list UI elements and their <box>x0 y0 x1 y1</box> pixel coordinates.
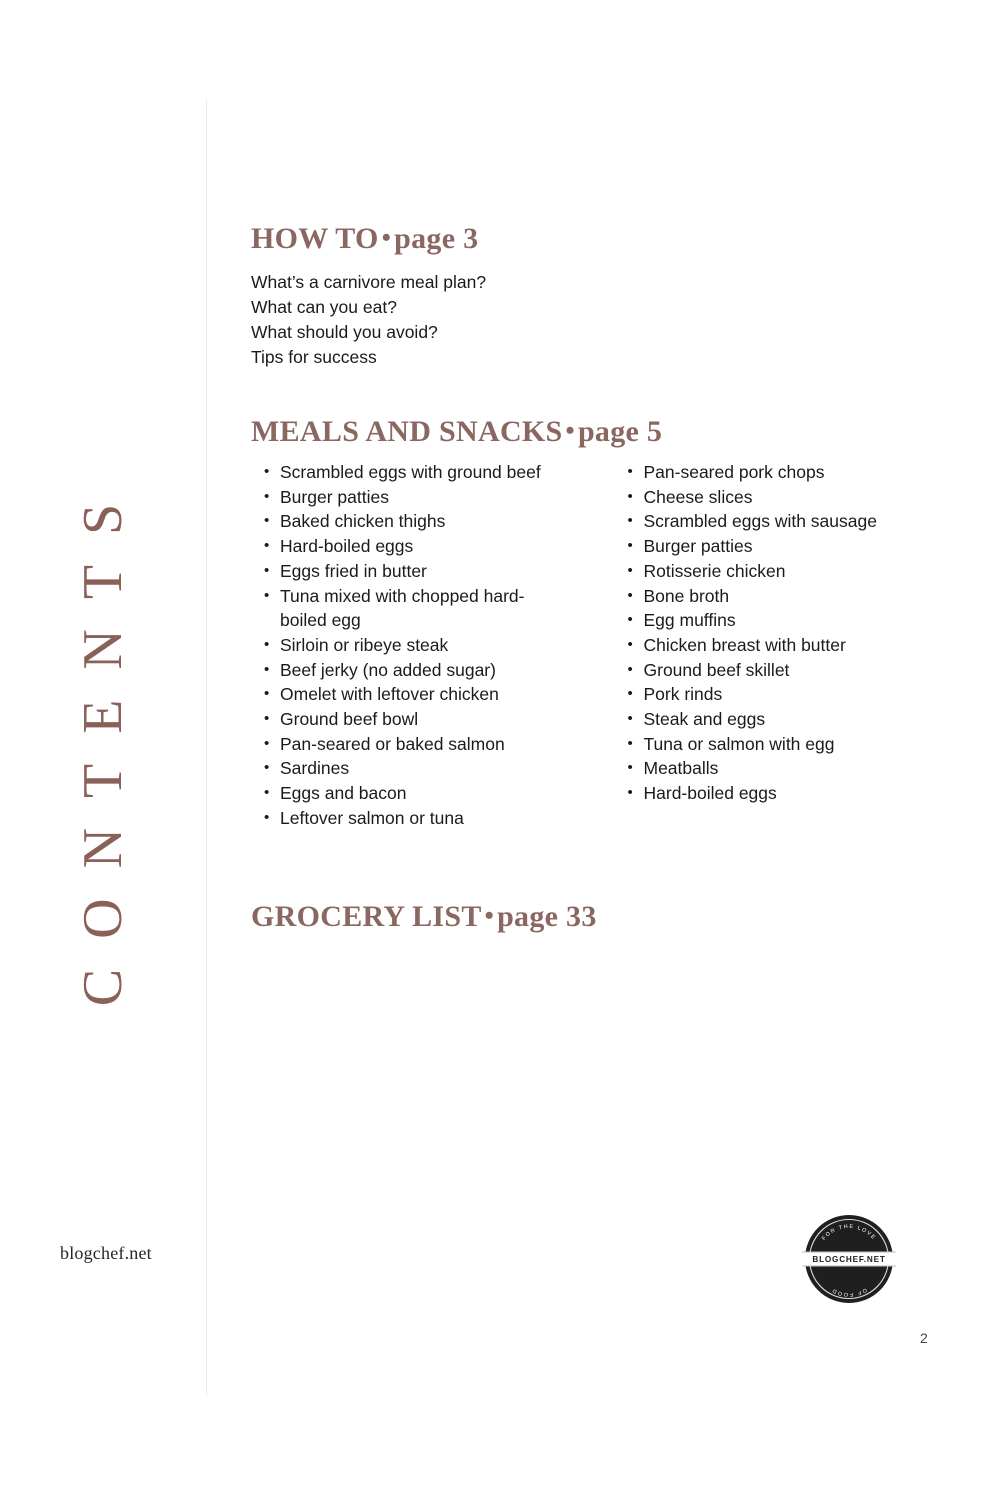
section-heading-grocery-list <box>251 900 597 935</box>
meals-and-snacks-columns <box>251 460 951 831</box>
list-item: • Pan-seared pork chops <box>644 460 934 485</box>
list-item: What should you avoid? <box>251 322 438 342</box>
list-item: • Hard-boiled eggs <box>280 534 562 559</box>
list-item: What can you eat? <box>251 297 397 317</box>
list-item: • Burger patties <box>644 534 934 559</box>
meals-list-right <box>615 460 952 806</box>
list-item: • Ground beef skillet <box>644 658 934 683</box>
list-item: • Eggs and bacon <box>280 781 562 806</box>
section-page-how-to: page 3 <box>394 222 479 255</box>
list-item: • Chicken breast with butter <box>644 633 934 658</box>
stamp-arc-bottom-text: OF FOOD <box>830 1286 868 1298</box>
list-item: • Egg muffins <box>644 608 934 633</box>
how-to-list <box>251 270 486 370</box>
meals-column-left <box>251 460 588 831</box>
section-title-grocery-list: GROCERY LIST <box>251 900 482 933</box>
section-title-meals-and-snacks: MEALS AND SNACKS <box>251 415 563 448</box>
blogchef-stamp-logo <box>802 1212 896 1306</box>
list-item: • Beef jerky (no added sugar) <box>280 658 562 683</box>
meals-column-right <box>588 460 952 831</box>
list-item: • Pork rinds <box>644 682 934 707</box>
list-item: • Rotisserie chicken <box>644 559 934 584</box>
bullet-separator-icon: • <box>484 901 495 930</box>
contents-side-label-text: CONTENTS <box>72 473 134 1007</box>
list-item: • Ground beef bowl <box>280 707 562 732</box>
page-number: 2 <box>920 1330 928 1346</box>
contents-side-label <box>0 330 206 1180</box>
list-item: • Pan-seared or baked salmon <box>280 732 562 757</box>
list-item: • Scrambled eggs with ground beef <box>280 460 562 485</box>
stamp-arc-top-text: FOR THE LOVE <box>821 1223 877 1242</box>
section-page-grocery-list: page 33 <box>497 900 597 933</box>
bullet-separator-icon: • <box>381 223 392 252</box>
list-item: • Sirloin or ribeye steak <box>280 633 562 658</box>
list-item: • Burger patties <box>280 485 562 510</box>
stamp-center-text: BLOGCHEF.NET <box>812 1254 886 1264</box>
list-item: • Scrambled eggs with sausage <box>644 509 934 534</box>
list-item: What’s a carnivore meal plan? <box>251 272 487 292</box>
bullet-separator-icon: • <box>565 416 575 445</box>
list-item: • Meatballs <box>644 756 934 781</box>
section-page-meals-and-snacks: page 5 <box>577 415 663 448</box>
footer-site-name: blogchef.net <box>60 1243 152 1263</box>
list-item: • Tuna mixed with chopped hard-boiled egg <box>280 584 562 633</box>
list-item: • Baked chicken thighs <box>280 509 562 534</box>
meals-list-left <box>251 460 588 831</box>
list-item: • Bone broth <box>644 584 934 609</box>
list-item: • Tuna or salmon with egg <box>644 732 934 757</box>
list-item: • Eggs fried in butter <box>280 559 562 584</box>
list-item: • Leftover salmon or tuna <box>280 806 562 831</box>
list-item: • Sardines <box>280 756 562 781</box>
section-heading-how-to <box>251 222 478 257</box>
section-heading-meals-and-snacks <box>251 415 662 450</box>
list-item: • Cheese slices <box>644 485 934 510</box>
list-item: • Steak and eggs <box>644 707 934 732</box>
list-item: Tips for success <box>251 347 377 367</box>
list-item: • Omelet with leftover chicken <box>280 682 562 707</box>
vertical-divider-rule <box>206 100 207 1395</box>
section-title-how-to: HOW TO <box>251 222 379 255</box>
list-item: • Hard-boiled eggs <box>644 781 934 806</box>
